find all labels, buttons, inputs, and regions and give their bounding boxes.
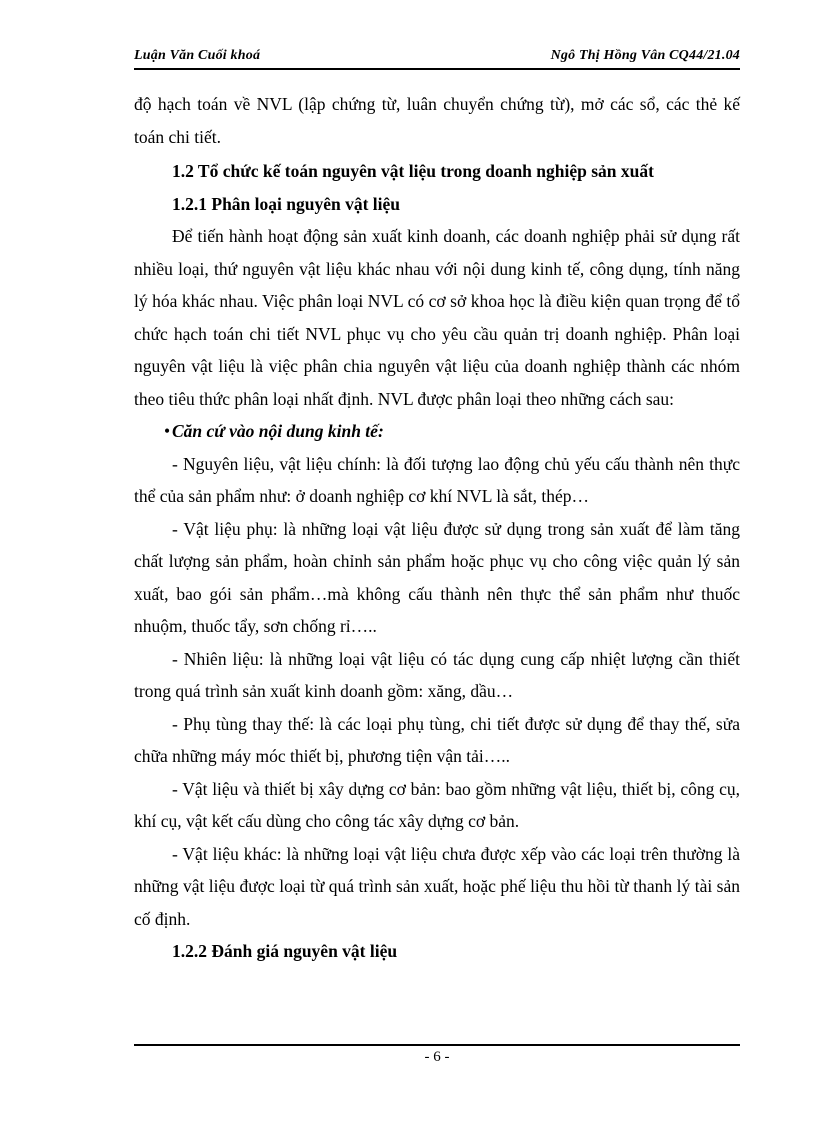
paragraph-auxiliary-materials: - Vật liệu phụ: là những loại vật liệu được sử dụng trong sản xuất để làm tăng chất lượng sản phẩm, hoàn chỉnh sản phẩm hoặc phục vụ cho công việc quản lý sản xuất, bao gói sản phẩm…mà không cấu thành nên thực thể sản phẩm như thuốc nhuộm, thuốc tẩy, sơn chống rỉ….. xyxy=(134,518,740,636)
section-heading-1-2: 1.2 Tổ chức kế toán nguyên vật liệu trong doanh nghiệp sản xuất xyxy=(172,161,654,181)
page-header xyxy=(134,46,740,70)
header-author: Ngô Thị Hồng Vân CQ44/21.04 xyxy=(550,48,740,63)
paragraph-other-materials: - Vật liệu khác: là những loại vật liệu chưa được xếp vào các loại trên thường là những vật liệu được loại từ quá trình sản xuất, hoặc phế liệu thu hồi từ thanh lý tài sản cố định. xyxy=(134,843,740,929)
paragraph-continuation: độ hạch toán về NVL (lập chứng từ, luân chuyển chứng từ), mở các sổ, các thẻ kế toán chi tiết. xyxy=(134,94,740,147)
section-heading-1-2-2: 1.2.2 Đánh giá nguyên vật liệu xyxy=(172,941,398,961)
paragraph-main-materials: - Nguyên liệu, vật liệu chính: là đối tượng lao động chủ yếu cấu thành nên thực thể của sản phẩm như: ở doanh nghiệp cơ khí NVL là sắt, thép… xyxy=(134,453,740,506)
paragraph-classification-intro: Để tiến hành hoạt động sản xuất kinh doanh, các doanh nghiệp phải sử dụng rất nhiều loại, thứ nguyên vật liệu khác nhau với nội dung kinh tế, công dụng, tính năng lý hóa khác nhau. Việc phân loại NVL có cơ sở khoa học là điều kiện quan trọng để tổ chức hạch toán chi tiết NVL phục vụ cho yêu cầu quản trị doanh nghiệp. Phân loại nguyên vật liệu là việc phân chia nguyên vật liệu của doanh nghiệp thành các nhóm theo tiêu thức phân loại nhất định. NVL được phân loại theo những cách sau: xyxy=(134,226,740,409)
page-footer xyxy=(134,1044,740,1066)
header-title: Luận Văn Cuối khoá xyxy=(134,48,261,63)
document-body xyxy=(134,88,740,968)
bullet-dot-icon: • xyxy=(164,421,171,441)
paragraph-fuel: - Nhiên liệu: là những loại vật liệu có tác dụng cung cấp nhiệt lượng cần thiết trong quá trình sản xuất kinh doanh gồm: xăng, dầu… xyxy=(134,648,740,701)
paragraph-spare-parts: - Phụ tùng thay thế: là các loại phụ tùng, chi tiết được sử dụng để thay thế, sửa chữa những máy móc thiết bị, phương tiện vận tải….. xyxy=(134,713,740,766)
bullet-text: Căn cứ vào nội dung kinh tế: xyxy=(172,421,384,441)
page-number: - 6 - xyxy=(424,1049,450,1065)
section-heading-1-2-1: 1.2.1 Phân loại nguyên vật liệu xyxy=(172,193,401,214)
paragraph-construction-materials: - Vật liệu và thiết bị xây dựng cơ bản: bao gồm những vật liệu, thiết bị, công cụ, khí cụ, vật kết cấu dùng cho công tác xây dựng cơ bản. xyxy=(134,778,740,831)
bullet-item xyxy=(134,415,740,448)
